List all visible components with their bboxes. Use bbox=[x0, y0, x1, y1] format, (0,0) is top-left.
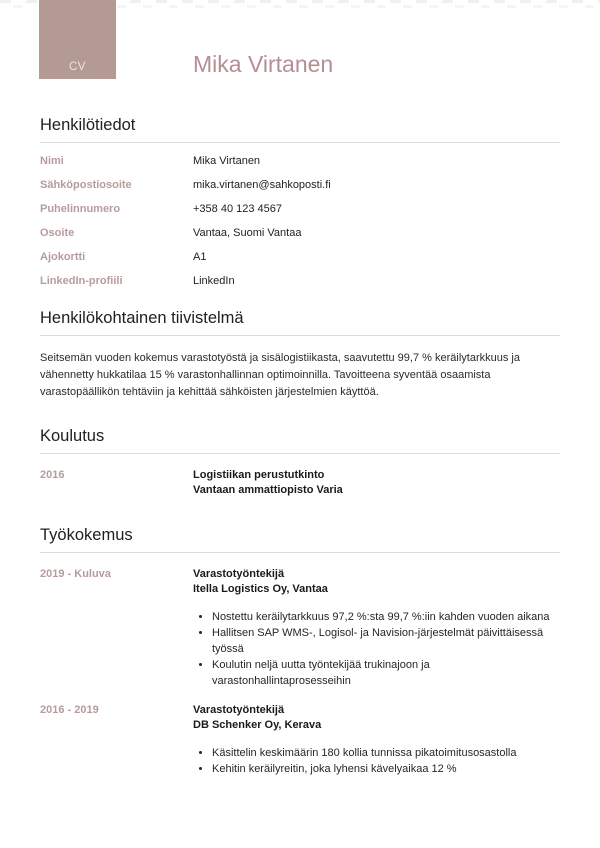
page-title: Mika Virtanen bbox=[193, 51, 334, 77]
education-degree: Logistiikan perustutkinto bbox=[193, 468, 325, 481]
experience-entry-1 bbox=[40, 567, 560, 689]
experience-entry-2 bbox=[40, 703, 560, 777]
education-school: Vantaan ammattiopisto Varia bbox=[193, 483, 343, 496]
detail-value: mika.virtanen@sahkoposti.fi bbox=[193, 178, 331, 191]
detail-value-linkedin: LinkedIn bbox=[193, 274, 235, 287]
experience-bullet: • Käsittelin keskimäärin 180 kollia tunnissa pikatoimitusosastolla bbox=[212, 745, 560, 761]
education-body bbox=[193, 468, 560, 498]
experience-bullet: • Hallitsen SAP WMS-, Logisol- ja Navision-järjestelmät päivittäisessä työssä bbox=[212, 625, 560, 657]
detail-value: Mika Virtanen bbox=[193, 154, 261, 167]
experience-body bbox=[193, 703, 560, 777]
detail-row-email bbox=[40, 180, 560, 191]
cv-badge bbox=[39, 0, 116, 79]
detail-label: Nimi bbox=[40, 154, 64, 167]
detail-value: A1 bbox=[193, 250, 207, 263]
experience-bullet: • Kehitin keräilyreitin, joka lyhensi kävelyaikaa 12 % bbox=[212, 761, 560, 777]
experience-role: Varastotyöntekijä bbox=[193, 703, 285, 716]
cv-content bbox=[0, 116, 600, 777]
detail-label: Sähköpostiosoite bbox=[40, 178, 132, 191]
section-heading-personal: Henkilötiedot bbox=[40, 116, 560, 143]
experience-bullet-list bbox=[193, 609, 560, 689]
detail-row-name bbox=[40, 156, 560, 167]
detail-row-linkedin bbox=[40, 276, 560, 287]
cv-badge-label: CV bbox=[69, 61, 86, 73]
section-personal-details bbox=[40, 116, 560, 287]
education-entry bbox=[40, 468, 560, 498]
detail-label: Osoite bbox=[40, 226, 75, 239]
section-heading-summary: Henkilökohtainen tiivistelmä bbox=[40, 309, 560, 336]
experience-bullet-list bbox=[193, 745, 560, 777]
section-experience bbox=[40, 526, 560, 777]
detail-label: Ajokortti bbox=[40, 250, 86, 263]
experience-bullet: • Koulutin neljä uutta työntekijää trukinajoon ja varastonhallintaprosesseihin bbox=[212, 657, 560, 689]
section-heading-education: Koulutus bbox=[40, 427, 560, 454]
experience-role: Varastotyöntekijä bbox=[193, 567, 285, 580]
detail-row-phone bbox=[40, 204, 560, 215]
detail-value: Vantaa, Suomi Vantaa bbox=[193, 226, 302, 239]
section-heading-experience: Työkokemus bbox=[40, 526, 560, 553]
experience-period: 2016 - 2019 bbox=[40, 703, 99, 716]
personal-details-list bbox=[40, 156, 560, 287]
detail-row-driving-license bbox=[40, 252, 560, 263]
experience-period: 2019 - Kuluva bbox=[40, 567, 111, 580]
experience-company: DB Schenker Oy, Kerava bbox=[193, 718, 322, 731]
detail-row-address bbox=[40, 228, 560, 239]
experience-bullet: • Nostettu keräilytarkkuus 97,2 %:sta 99,7 %:iin kahden vuoden aikana bbox=[212, 609, 560, 625]
detail-value: +358 40 123 4567 bbox=[193, 202, 283, 215]
summary-paragraph: Seitsemän vuoden kokemus varastotyöstä ja sisälogistiikasta, saavutettu 99,7 % keräilytarkkuus ja vähennetty hukkatilaa 15 % varastonhallinnan optimoinnilla. Tavoitteena syventää osaamista varastopäällikön tehtäviin ja kehittää sähköisten järjestelmien käyttöä. bbox=[40, 351, 520, 398]
section-education bbox=[40, 427, 560, 498]
detail-label: Puhelinnumero bbox=[40, 202, 121, 215]
section-summary bbox=[40, 309, 560, 401]
experience-company: Itella Logistics Oy, Vantaa bbox=[193, 582, 328, 595]
detail-label: LinkedIn-profiili bbox=[40, 274, 123, 287]
education-period: 2016 bbox=[40, 468, 65, 481]
experience-body bbox=[193, 567, 560, 689]
